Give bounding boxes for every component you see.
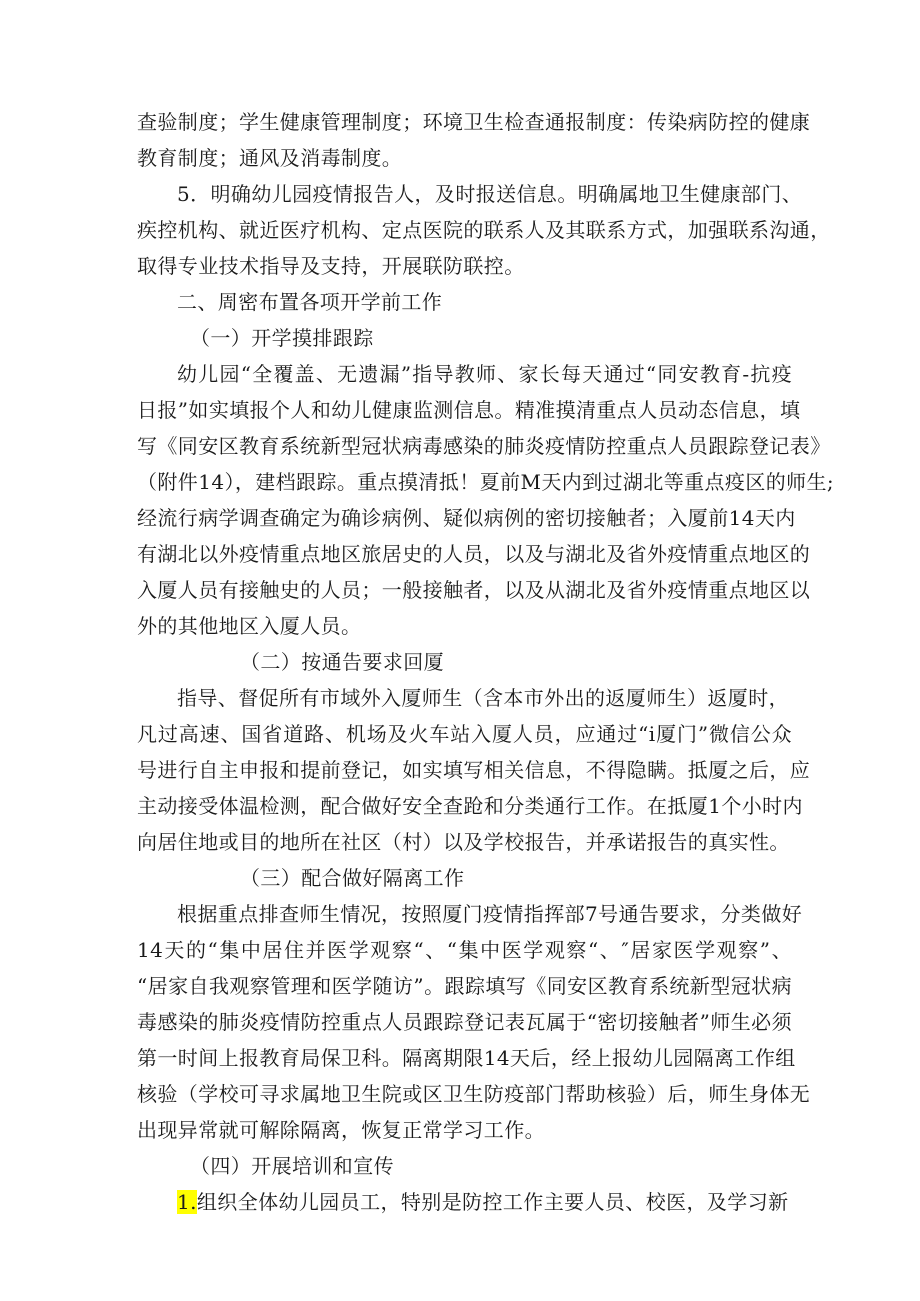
- body-line-31: [177, 1184, 792, 1220]
- body-line-15: 外的其他地区入厦人员。: [137, 614, 362, 638]
- subsection-heading-3: （三）配合做好隔离工作: [240, 866, 465, 890]
- subsection-heading-4: （四）开展培训和宣传: [190, 1154, 394, 1178]
- highlighted-list-number: 1.: [177, 1190, 197, 1214]
- body-line-19: 号进行自主申报和提前登记，如实填写相关信息，不得隐瞒。抵厦之后，应: [137, 758, 811, 782]
- body-line-14: 入厦人员有接触史的人员；一般接触者，以及从湖北及省外疫情重点地区以: [137, 578, 811, 602]
- body-line-10: 写《同安区教育系统新型冠状病毒感染的肺炎疫情防控重点人员跟踪登记表》: [137, 434, 831, 458]
- body-line-26: 毒感染的肺炎疫情防控重点人员跟踪登记表瓦属于“密切接触者”师生必须: [137, 1010, 792, 1034]
- body-line-9: 日报”如实填报个人和幼儿健康监测信息。精准摸清重点人员动态信息，填: [137, 398, 801, 422]
- body-line-1: 查验制度；学生健康管理制度；环境卫生检查通报制度：传染病防控的健康: [137, 110, 811, 134]
- body-line-24: 14天的“集中居住并医学观察“、“集中医学观察“、″居家医学观察”、: [137, 938, 792, 962]
- section-heading-2: 二、周密布置各项开学前工作: [177, 290, 443, 314]
- body-line-18: 凡过高速、国省道路、机场及火车站入厦人员，应通过“i厦门”微信公众: [137, 722, 792, 746]
- body-line-25: “居家自我观察管理和医学随访”。跟踪填写《同安区教育系统新型冠状病: [137, 974, 792, 998]
- body-line-31-text: 组织全体幼儿园员工，特别是防控工作主要人员、校医，及学习新: [196, 1190, 789, 1214]
- body-line-12: 经流行病学调查确定为确诊病例、疑似病例的密切接触者；入厦前14天内: [137, 506, 796, 530]
- body-line-3: 5．明确幼儿园疫情报告人，及时报送信息。明确属地卫生健康部门、: [177, 182, 803, 206]
- body-line-23: 根据重点排查师生情况，按照厦门疫情指挥部7号通告要求，分类做好: [177, 902, 803, 926]
- body-line-13: 有湖北以外疫情重点地区旅居史的人员，以及与湖北及省外疫情重点地区的: [137, 542, 811, 566]
- body-line-8: 幼儿园“全覆盖、无遗漏”指导教师、家长每天通过“同安教育-抗疫: [177, 362, 792, 386]
- body-line-29: 出现异常就可解除隔离，恢复正常学习工作。: [137, 1118, 545, 1142]
- body-line-27: 第一时间上报教育局保卫科。隔离期限14天后，经上报幼儿园隔离工作组: [137, 1046, 796, 1070]
- body-line-11: （附件14），建档跟踪。重点摸清抵！夏前M天内到过湖北等重点疫区的师生;: [137, 470, 835, 494]
- body-line-28: 核验（学校可寻求属地卫生院或区卫生防疫部门帮助核验）后，师生身体无: [137, 1082, 811, 1106]
- body-line-17: 指导、督促所有市域外入厦师生（含本市外出的返厦师生）返厦时，: [177, 686, 789, 710]
- body-line-21: 向居住地或目的地所在社区（村）以及学校报告，并承诺报告的真实性。: [137, 830, 790, 854]
- body-line-4: 疾控机构、就近医疗机构、定点医院的联系人及其联系方式，加强联系沟通，: [137, 218, 831, 242]
- body-line-20: 主动接受体温检测，配合做好安全查跄和分类通行工作。在抵厦1个小时内: [137, 794, 803, 818]
- subsection-heading-2: （二）按通告要求回厦: [240, 650, 444, 674]
- body-line-5: 取得专业技术指导及支持，开展联防联控。: [137, 254, 525, 278]
- body-line-2: 教育制度；通风及消毒制度。: [137, 146, 403, 170]
- subsection-heading-1: （一）开学摸排跟踪: [190, 326, 374, 350]
